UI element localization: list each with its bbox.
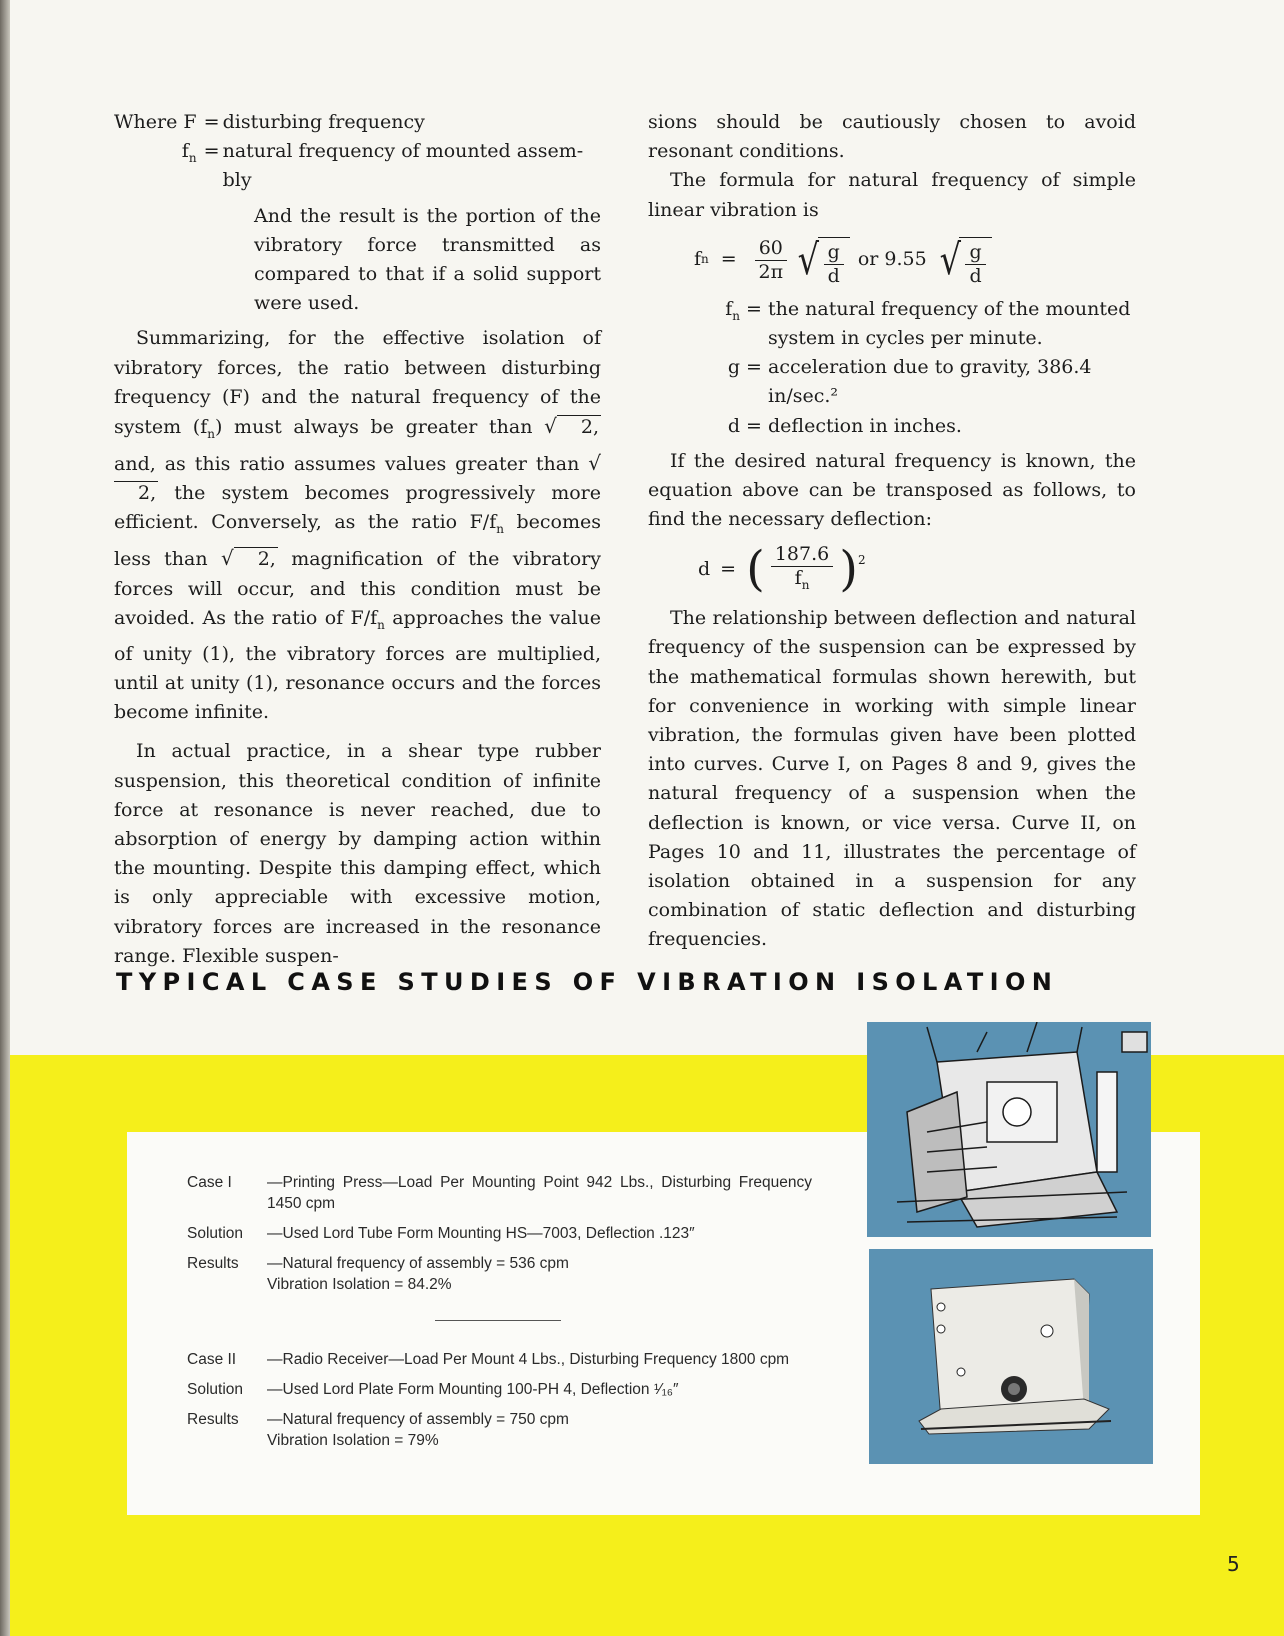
case-label: Case I <box>187 1174 232 1191</box>
def-fn-text: natural frequency of mounted assem-bly <box>222 140 584 192</box>
note-paragraph: And the result is the portion of the vibratory force transmitted as compared to that if a solid support were used. <box>254 204 601 315</box>
practice-paragraph: In actual practice, in a shear type rubber suspension, this theoretical condition of infinite force at resonance is never reached, due to absorption of energy by damping action within the mounting. Despite this damping effect, which is only appreciable with excessive motion, vibratory forces are increased in the resonance range. Flexible suspen- <box>114 740 601 967</box>
results-row <box>187 1409 812 1451</box>
def-F-symbol: Where F <box>114 111 197 133</box>
case-row <box>187 1349 812 1370</box>
def-fn-symbol: $f_n$ <box>181 140 197 165</box>
def-g-detail: acceleration due to gravity, 386.4 in/sec.² <box>768 356 1092 408</box>
results-label: Results <box>187 1255 239 1272</box>
section-title: TYPICAL CASE STUDIES OF VIBRATION ISOLATION <box>116 968 1059 996</box>
page-number: 5 <box>1227 1552 1240 1576</box>
continuation-paragraph: sions should be cautiously chosen to avoid resonant conditions. <box>648 111 1136 163</box>
solution-row <box>187 1223 812 1244</box>
radio-receiver-photo <box>869 1249 1153 1464</box>
results-line-2: Vibration Isolation = 84.2% <box>267 1276 452 1293</box>
printing-press-photo <box>867 1022 1151 1237</box>
formula-intro-paragraph: The formula for natural frequency of simple linear vibration is <box>648 169 1136 221</box>
results-line-1: —Natural frequency of assembly = 536 cpm <box>267 1255 569 1272</box>
deflection-formula: d = ( $\frac{187.6}{f_n}$ ) $^2$ <box>698 541 866 598</box>
right-column <box>648 108 1136 955</box>
results-line-2: Vibration Isolation = 79% <box>267 1432 439 1449</box>
transpose-paragraph: If the desired natural frequency is known, the equation above can be transposed as follows, to find the necessary deflection: <box>648 449 1136 531</box>
case-study-2 <box>187 1349 812 1460</box>
solution-description: —Used Lord Plate Form Mounting 100-PH 4, Deflection ¹⁄₁₆″ <box>267 1381 679 1398</box>
case-description: —Radio Receiver—Load Per Mount 4 Lbs., Disturbing Frequency 1800 cpm <box>267 1351 790 1368</box>
relationship-paragraph: The relationship between deflection and natural frequency of the suspension can be expressed by the mathematical formulas shown herewith, but for convenience in working with simple linear vibration, the formulas given have been plotted into curves. Curve I, on Pages 8 and 9, gives the natural frequency of a suspension when the deflection is known, or vice versa. Curve II, on Pages 10 and 11, illustrates the percentage of isolation obtained in a suspension for any combination of static deflection and disturbing frequencies. <box>648 607 1136 951</box>
results-label: Results <box>187 1411 239 1428</box>
solution-row <box>187 1379 812 1400</box>
definition-table: Where F = disturbing frequency $f_n$ = natural frequency of mounted assem-bly <box>114 108 601 196</box>
def-F-text: disturbing frequency <box>222 111 425 133</box>
formula-definitions: $f_n$ = the natural frequency of the mounted system in cycles per minute. g = acceleration due to gravity, 386.4 in/sec.² d = deflection in inches. <box>694 295 1136 441</box>
def-fn-detail: the natural frequency of the mounted system in cycles per minute. <box>768 297 1131 350</box>
results-line-1: —Natural frequency of assembly = 750 cpm <box>267 1411 569 1428</box>
def-d-detail: deflection in inches. <box>768 414 962 437</box>
solution-label: Solution <box>187 1381 244 1398</box>
case-label: Case II <box>187 1351 237 1368</box>
page-edge-shadow <box>0 0 10 1636</box>
case-row <box>187 1172 812 1214</box>
case-divider <box>435 1320 561 1321</box>
solution-description: —Used Lord Tube Form Mounting HS—7003, Deflection .123″ <box>267 1225 695 1242</box>
summary-paragraph: Summarizing, for the effective isolation of vibratory forces, the ratio between disturbing frequency (F) and the natural frequency of the system $(f_n)$ must always be greater than √ 2, and, as this ratio assumes values greater than √2, the system becomes progressively more efficient. Conversely, as the ratio $F/f_n$ becomes less than √ 2, magnification of the vibratory forces will occur, and this condition must be avoided. As the ratio of $F/f_n$ approaches the value of unity (1), the vibratory forces are multiplied, until at unity (1), resonance occurs and the forces become infinite. <box>114 327 601 724</box>
sqrt-symbol: √ <box>544 414 557 439</box>
left-column <box>114 108 601 971</box>
natural-frequency-formula: f n = $\frac{60}{2\pi}$ √ $\frac{g}{d}$ or 9.55 √ $\frac{g}{d}$ <box>694 233 1136 287</box>
solution-label: Solution <box>187 1225 244 1242</box>
case-description: —Printing Press—Load Per Mounting Point 942 Lbs., Disturbing Frequency 1450 cpm <box>267 1174 812 1212</box>
case-study-1 <box>187 1172 812 1304</box>
results-row <box>187 1253 812 1295</box>
